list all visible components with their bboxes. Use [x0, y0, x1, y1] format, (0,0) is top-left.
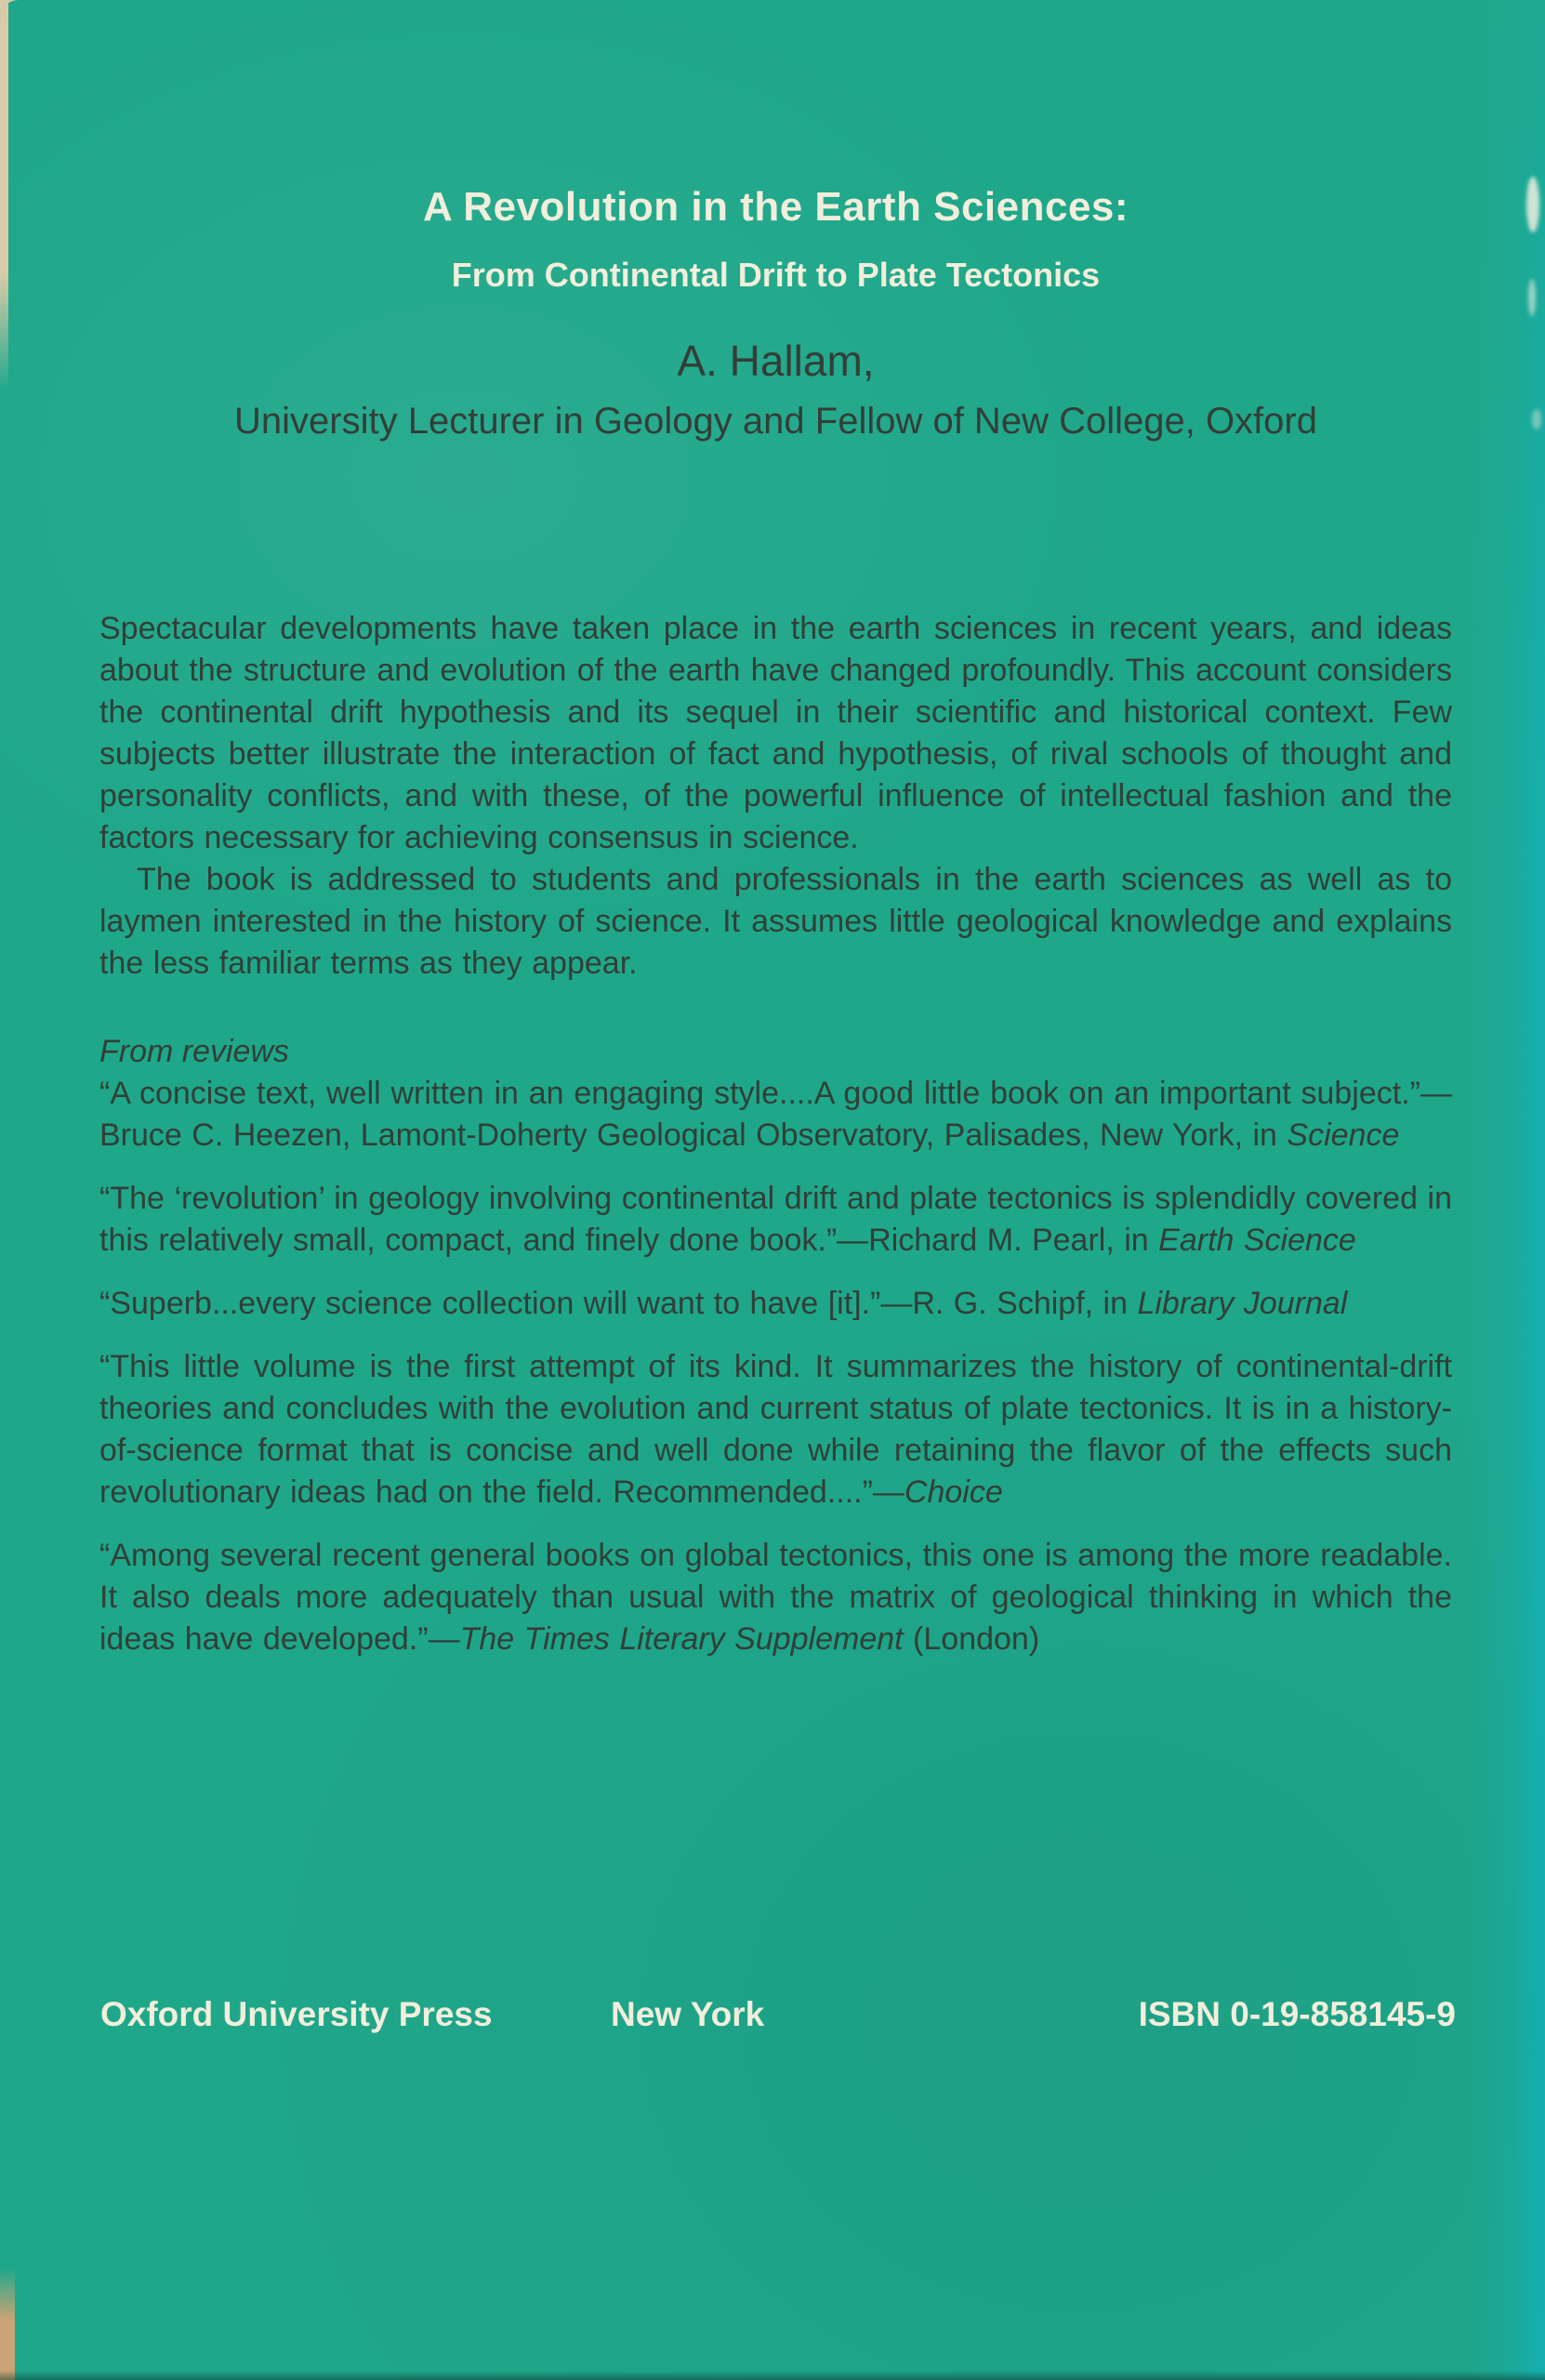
isbn-number: ISBN 0-19-858145-9 — [1138, 1995, 1456, 2033]
review-text: “Superb...every science collection will want to have [it].”—R. G. Schipf, in — [99, 1286, 1138, 1321]
review-quote — [99, 1346, 1452, 1514]
reviews-list — [99, 1073, 1452, 1660]
reviews-heading: From reviews — [99, 1034, 290, 1069]
scuff-mark — [1526, 177, 1539, 232]
review-quote — [99, 1073, 1452, 1157]
bottom-edge-shadow — [0, 2371, 1545, 2380]
cover-content — [99, 184, 1452, 1660]
left-page-edge — [0, 0, 8, 390]
review-text: “The ‘revolution’ in geology involving continental drift and plate tectonics is splendidly covered in this relatively small, compact, and finely done book.”—Richard M. Pearl, in — [99, 1181, 1452, 1258]
description-paragraph-2: The book is addressed to students and professionals in the earth sciences as well as to laymen interested in the history of science. It assumes little geological knowledge and explains the less familiar terms as they appear. — [99, 862, 1452, 981]
review-quote — [99, 1535, 1452, 1660]
review-source: The Times Literary Supplement — [459, 1621, 904, 1657]
review-source: Science — [1287, 1117, 1400, 1153]
review-source: Choice — [904, 1474, 1003, 1510]
review-source: Library Journal — [1137, 1286, 1348, 1321]
book-subtitle: From Continental Drift to Plate Tectonics — [451, 256, 1101, 294]
review-quote — [99, 1283, 1452, 1325]
description-paragraph-1: Spectacular developments have taken place in the earth sciences in recent years, and ideas about the structure and evolution of the earth have changed profoundly. This account considers the continental drift hypothesis and its sequel in their scientific and historical context. Few subjects better illustrate the interaction of fact and hypothesis, of rival schools of thought and personality conflicts, and with these, of the powerful influence of intellectual fashion and the factors necessary for achieving consensus in science. — [99, 611, 1452, 855]
book-title: A Revolution in the Earth Sciences: — [422, 184, 1129, 230]
review-text: “Among several recent general books on global tectonics, this one is among the more readable. It also deals more adequately than usual with the matrix of geological thinking in which the ideas have developed.”— — [99, 1538, 1452, 1657]
scuff-mark — [1532, 409, 1541, 430]
review-text: “This little volume is the first attempt of its kind. It summarizes the history of continental-drift theories and concludes with the evolution and current status of plate tectonics. It is in a history-of-science format that is concise and well done while retaining the flavor of the effects such revolutionary ideas had on the field. Recommended....”— — [99, 1349, 1452, 1510]
publisher-city: New York — [611, 1995, 765, 2033]
author-name: A. Hallam, — [677, 337, 875, 385]
review-text: “A concise text, well written in an engaging style....A good little book on an important subject.”—Bruce C. Heezen, Lamont-Doherty Geological Observatory, Palisades, New York, in — [99, 1076, 1452, 1153]
review-suffix: (London) — [903, 1621, 1040, 1657]
bottom-left-page-edge — [0, 2268, 15, 2380]
book-description — [99, 608, 1452, 985]
scuff-mark — [1528, 279, 1536, 316]
author-affiliation: University Lecturer in Geology and Fellow of New College, Oxford — [234, 401, 1317, 442]
review-source: Earth Science — [1158, 1223, 1356, 1258]
review-quote — [99, 1178, 1452, 1262]
publisher-name: Oxford University Press — [100, 1995, 493, 2033]
publisher-row — [0, 1995, 1545, 2042]
